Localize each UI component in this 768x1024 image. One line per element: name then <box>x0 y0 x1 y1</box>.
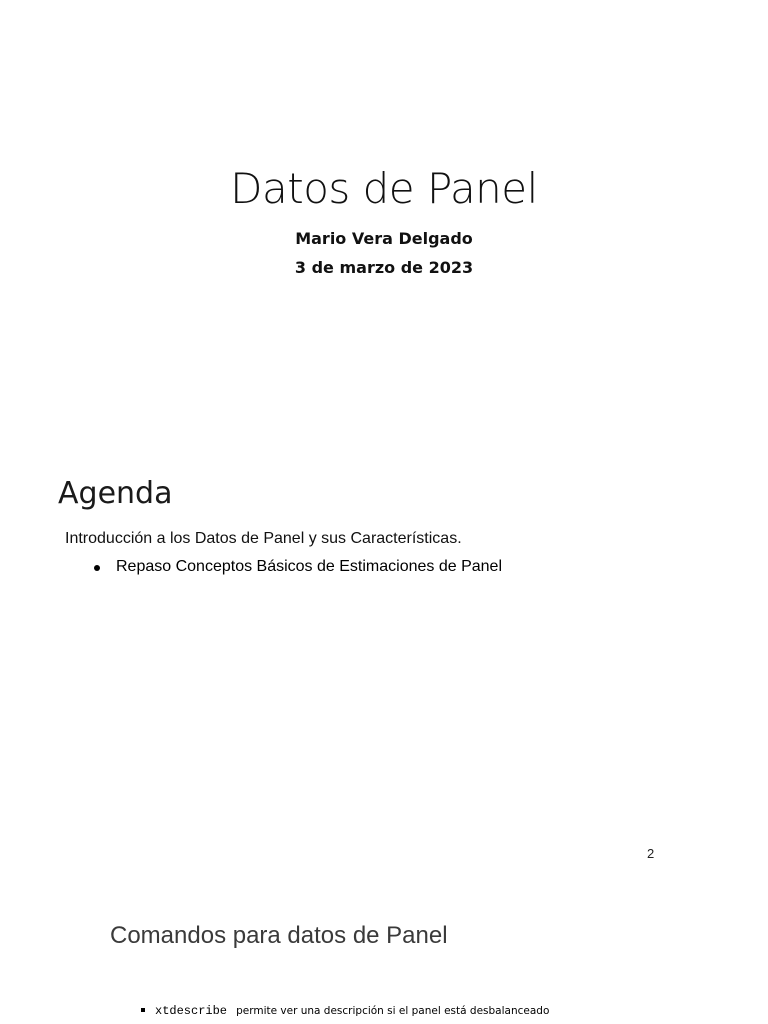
author-name: Mario Vera Delgado <box>295 229 473 248</box>
comandos-heading: Comandos para datos de Panel <box>110 922 448 949</box>
agenda-list-item <box>92 558 502 576</box>
agenda-intro-text: Introducción a los Datos de Panel y sus Características. <box>65 530 462 547</box>
command-list <box>141 1003 549 1019</box>
document-title: Datos de Panel <box>230 164 538 213</box>
bullet-dot-icon <box>94 565 100 571</box>
command-description: permite ver una descripción si el panel está desbalanceado <box>236 1005 550 1017</box>
document-date: 3 de marzo de 2023 <box>294 258 474 277</box>
square-bullet-icon <box>141 1008 145 1012</box>
agenda-heading: Agenda <box>58 476 173 511</box>
command-list-item <box>141 1003 549 1019</box>
command-code: xtdescribe <box>155 1004 228 1018</box>
agenda-list-item-text: Repaso Conceptos Básicos de Estimaciones de Panel <box>116 558 502 575</box>
agenda-list <box>92 558 502 576</box>
page-number: 2 <box>647 846 655 861</box>
